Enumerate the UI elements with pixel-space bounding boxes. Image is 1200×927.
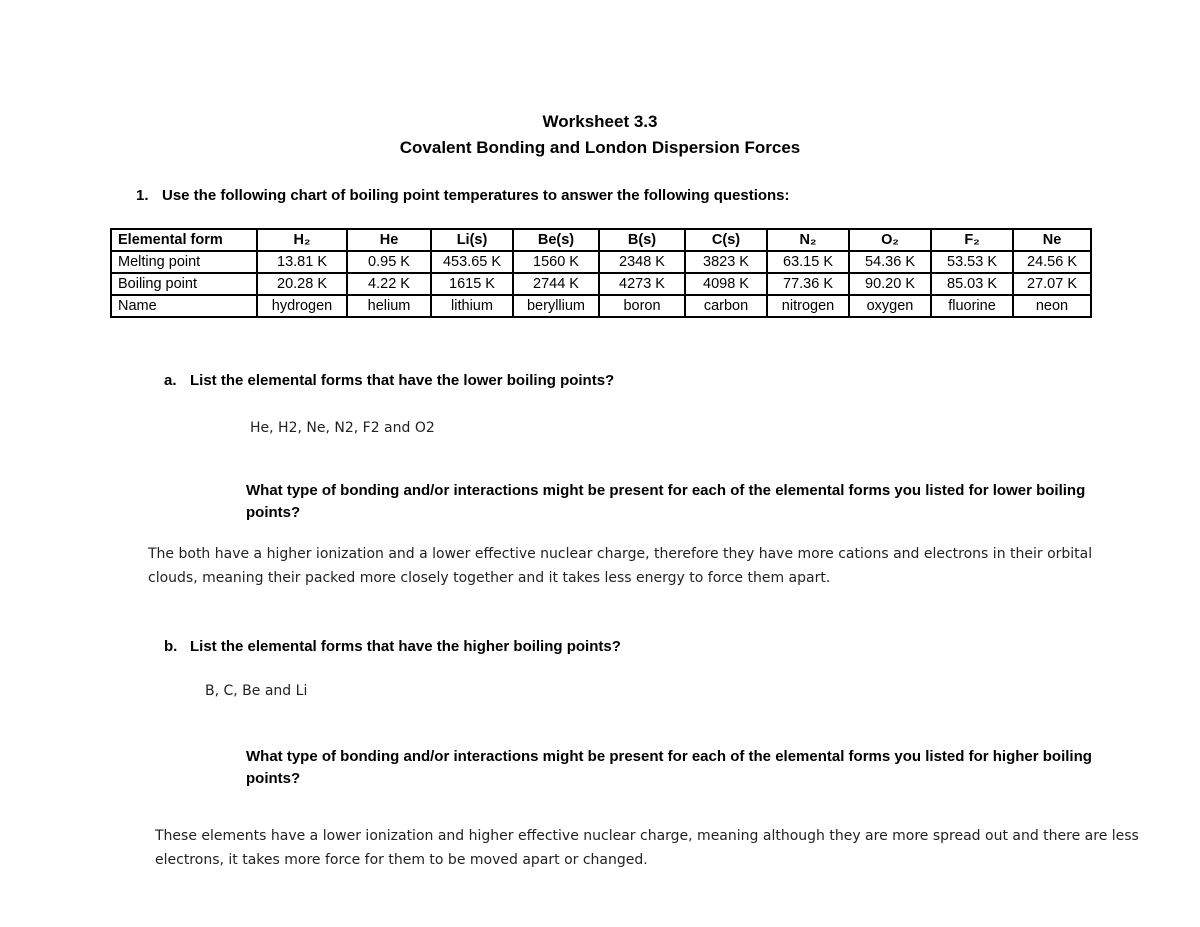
table-cell: 4273 K [599,273,685,295]
question-1 [136,185,1136,207]
part-a-followup-answer: The both have a higher ionization and a lower effective nuclear charge, therefore they have more cations and electrons in their orbital clouds, meaning their packed more closely together and it takes less energy to force them apart. [148,546,1093,586]
table-cell: 1615 K [431,273,513,295]
table-cell: 54.36 K [849,251,931,273]
question-1-text: Use the following chart of boiling point temperatures to answer the following questions: [162,187,790,204]
part-a-answer: He, H2, Ne, N2, F2 and O2 [250,420,435,436]
element-header: Be(s) [513,229,599,251]
table-cell: neon [1013,295,1091,317]
table-cell: 13.81 K [257,251,347,273]
element-header: He [347,229,431,251]
part-a-marker: a. [164,372,177,389]
table-cell: oxygen [849,295,931,317]
table-cell: 24.56 K [1013,251,1091,273]
part-a-question [164,370,1064,392]
question-1-number: 1. [136,187,149,204]
table-cell: 63.15 K [767,251,849,273]
worksheet-subtitle: Covalent Bonding and London Dispersion Forces [399,138,801,157]
part-b-marker: b. [164,638,178,655]
table-cell: helium [347,295,431,317]
element-header: Ne [1013,229,1091,251]
part-a-question-text: List the elemental forms that have the lower boiling points? [190,372,615,389]
table-cell: 77.36 K [767,273,849,295]
table-row-boiling-point [111,273,1091,295]
element-header: C(s) [685,229,767,251]
table-cell: 53.53 K [931,251,1013,273]
part-a-followup-question: What type of bonding and/or interactions might be present for each of the elemental forms you listed for lower boiling points? [246,482,1086,521]
table-cell: nitrogen [767,295,849,317]
element-header: F₂ [931,229,1013,251]
table-cell: 453.65 K [431,251,513,273]
table-cell: hydrogen [257,295,347,317]
table-cell: 2744 K [513,273,599,295]
part-b-followup-question: What type of bonding and/or interactions might be present for each of the elemental forms you listed for higher boiling points? [246,748,1092,787]
part-b-answer: B, C, Be and Li [205,683,308,699]
element-header: B(s) [599,229,685,251]
element-header: Li(s) [431,229,513,251]
element-header: H₂ [257,229,347,251]
table-cell: 4.22 K [347,273,431,295]
table-cell: fluorine [931,295,1013,317]
table-cell: 20.28 K [257,273,347,295]
table-cell: beryllium [513,295,599,317]
header-label: Elemental form [111,229,257,251]
table-cell: 90.20 K [849,273,931,295]
table-cell: 0.95 K [347,251,431,273]
element-header: N₂ [767,229,849,251]
worksheet-title: Worksheet 3.3 [542,112,658,131]
table-cell: carbon [685,295,767,317]
part-b-question [164,636,1064,658]
boiling-point-table [110,228,1092,318]
part-b-question-text: List the elemental forms that have the higher boiling points? [190,638,621,655]
table-cell: 3823 K [685,251,767,273]
table-cell: 4098 K [685,273,767,295]
row-label: Name [111,295,257,317]
table-row-melting-point [111,251,1091,273]
table-cell: 85.03 K [931,273,1013,295]
row-label: Melting point [111,251,257,273]
table-header-row [111,229,1091,251]
table-cell: 27.07 K [1013,273,1091,295]
table-row-name [111,295,1091,317]
part-b-followup-answer: These elements have a lower ionization and higher effective nuclear charge, meaning although they are more spread out and there are less electrons, it takes more force for them to be moved apart or changed. [155,828,1139,868]
table-cell: 1560 K [513,251,599,273]
table-cell: 2348 K [599,251,685,273]
table-cell: lithium [431,295,513,317]
table-cell: boron [599,295,685,317]
element-header: O₂ [849,229,931,251]
row-label: Boiling point [111,273,257,295]
